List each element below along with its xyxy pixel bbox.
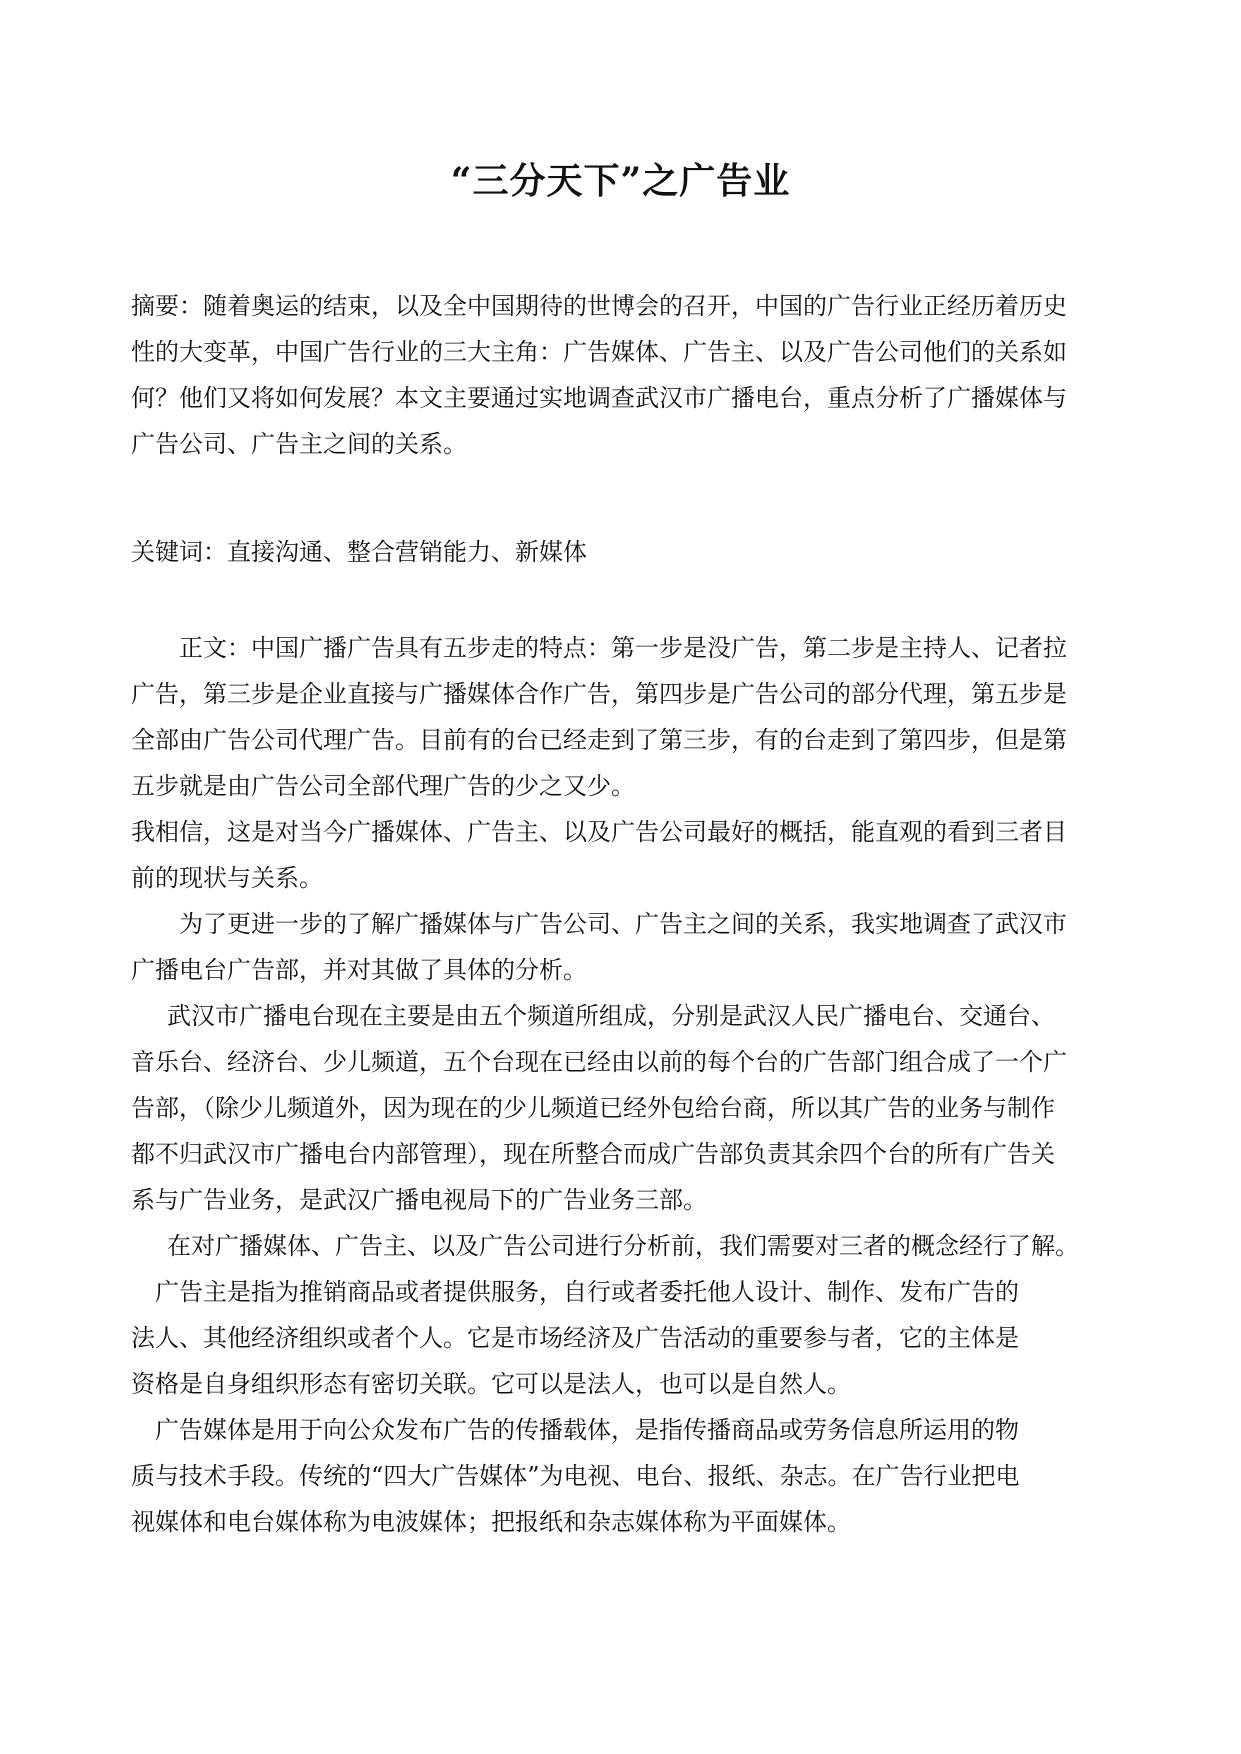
body-line: 广告，第三步是企业直接与广播媒体合作广告，第四步是广告公司的部分代理，第五步是 (131, 680, 1067, 708)
keywords-paragraph (131, 529, 1111, 575)
body-line: 视媒体和电台媒体称为电波媒体；把报纸和杂志媒体称为平面媒体。 (131, 1508, 851, 1536)
body-line: 音乐台、经济台、少儿频道，五个台现在已经由以前的每个台的广告部门组合成了一个广 (131, 1048, 1067, 1076)
body-line: 系与广告业务，是武汉广播电视局下的广告业务三部。 (131, 1186, 707, 1214)
abstract-line: 何？他们又将如何发展？本文主要通过实地调查武汉市广播电台，重点分析了广播媒体与 (131, 384, 1067, 412)
body-line: 武汉市广播电台现在主要是由五个频道所组成，分别是武汉人民广播电台、交通台、 (167, 1002, 1055, 1030)
body-line: 广告媒体是用于向公众发布广告的传播载体，是指传播商品或劳务信息所运用的物 (155, 1416, 1019, 1444)
body-line: 前的现状与关系。 (131, 864, 323, 892)
abstract-line: 广告公司、广告主之间的关系。 (131, 430, 467, 458)
body-line: 为了更进一步的了解广播媒体与广告公司、广告主之间的关系，我实地调查了武汉市 (179, 910, 1067, 938)
keywords-line: 关键词：直接沟通、整合营销能力、新媒体 (131, 538, 587, 566)
abstract-line: 性的大变革，中国广告行业的三大主角：广告媒体、广告主、以及广告公司他们的关系如 (131, 338, 1067, 366)
body-line: 全部由广告公司代理广告。目前有的台已经走到了第三步，有的台走到了第四步，但是第 (131, 726, 1067, 754)
body-line: 资格是自身组织形态有密切关联。它可以是法人，也可以是自然人。 (131, 1370, 851, 1398)
abstract-line: 摘要：随着奥运的结束，以及全中国期待的世博会的召开，中国的广告行业正经历着历史 (131, 292, 1067, 320)
body-line: 五步就是由广告公司全部代理广告的少之又少。 (131, 772, 635, 800)
body-line: 在对广播媒体、广告主、以及广告公司进行分析前，我们需要对三者的概念经行了解。 (167, 1232, 1079, 1260)
abstract-paragraph (131, 283, 1111, 467)
body-line: 广播电台广告部，并对其做了具体的分析。 (131, 956, 587, 984)
body-text (131, 625, 1111, 1545)
body-line: 告部，（除少儿频道外，因为现在的少儿频道已经外包给台商，所以其广告的业务与制作 (131, 1094, 1055, 1122)
body-line: 都不归武汉市广播电台内部管理），现在所整合而成广告部负责其余四个台的所有广告关 (131, 1140, 1055, 1168)
body-line: 广告主是指为推销商品或者提供服务，自行或者委托他人设计、制作、发布广告的 (155, 1278, 1019, 1306)
body-line: 我相信，这是对当今广播媒体、广告主、以及广告公司最好的概括，能直观的看到三者目 (131, 818, 1067, 846)
body-line: 正文：中国广播广告具有五步走的特点：第一步是没广告，第二步是主持人、记者拉 (179, 634, 1067, 662)
document-title: “三分天下”之广告业 (450, 160, 791, 202)
body-line: 质与技术手段。传统的“四大广告媒体”为电视、电台、报纸、杂志。在广告行业把电 (131, 1462, 1020, 1490)
body-line: 法人、其他经济组织或者个人。它是市场经济及广告活动的重要参与者，它的主体是 (131, 1324, 1019, 1352)
